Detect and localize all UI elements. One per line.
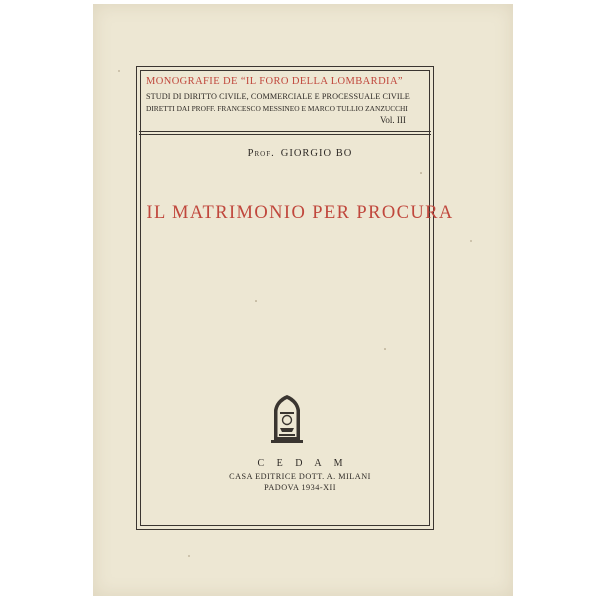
series-subtitle: STUDI DI DIRITTO CIVILE, COMMERCIALE E PROCESSUALE CIVILE [146,92,410,101]
series-title: MONOGRAFIE DE “IL FORO DELLA LOMBARDIA” [146,76,403,87]
paper-speck [470,240,472,242]
paper-speck [118,70,120,72]
paper-speck [188,555,190,557]
publisher-name: C E D A M [257,458,348,469]
author-line [0,148,600,159]
author-prefix: Prof. [247,148,275,159]
publisher-house: CASA EDITRICE DOTT. A. MILANI [229,472,371,481]
author-name: GIORGIO BO [280,148,353,159]
header-rule [139,134,431,135]
cedam-emblem-icon [268,394,306,444]
volume-number: Vol. III [380,115,406,125]
series-editors: DIRETTI DAI PROFF. FRANCESCO MESSINEO E MARCO TULLIO ZANZUCCHI [146,104,408,113]
book-title: IL MATRIMONIO PER PROCURA [146,203,454,223]
publisher-place-year: PADOVA 1934-XII [264,483,336,492]
header-rule [139,131,431,132]
